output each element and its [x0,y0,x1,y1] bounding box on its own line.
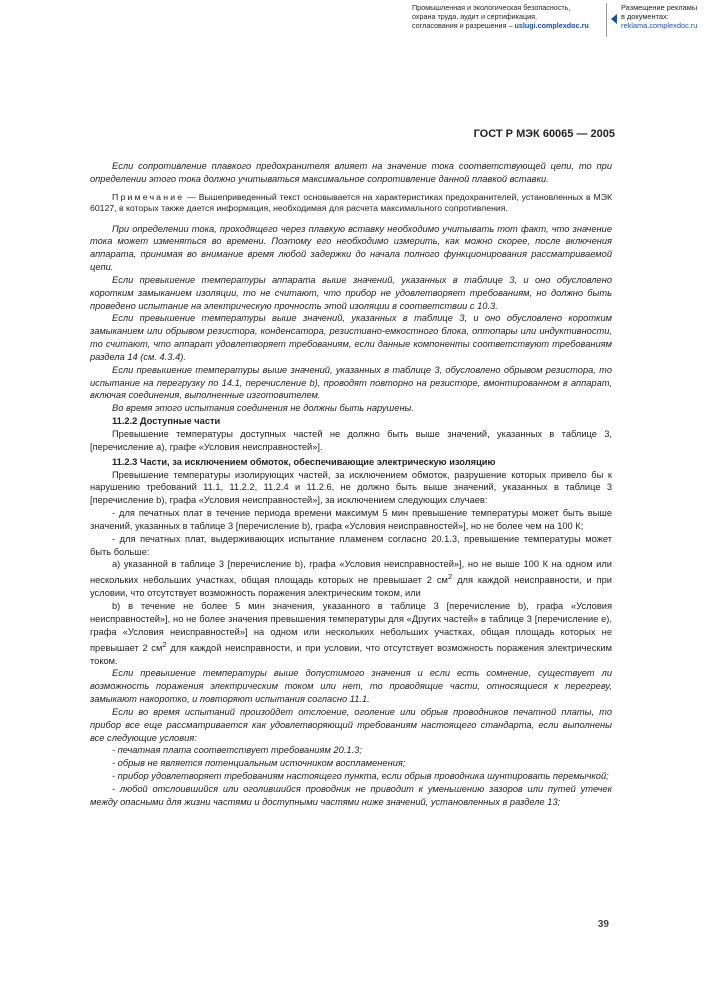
banner-services-link[interactable]: uslugi.complexdoc.ru [514,21,589,30]
paragraph: Если во время испытаний произойдет отслоение, оголение или обрыв проводников печатной платы, то прибор все еще рассматривается как удовлетворяющий требованиям настоящего стандарта, если выполнены все следующие условия: [90,706,612,743]
note-text: — Вышеприведенный текст основывается на характеристиках предохранителей, установленных в МЭК 60127, в которых также дается информация, необходимая для расчета максимального сопротивления. [90,191,612,214]
paragraph: Во время этого испытания соединения не должны быть нарушены. [112,403,414,414]
banner-ads[interactable] [621,3,711,30]
list-item-text: а) указанной в таблице 3 [перечисление b), графа «Условия неисправностей»], но не выше 100 К на одном или нескольких небольших участках, общая площадь которых не превышает 2 см [90,559,612,586]
paragraph: При определении тока, проходящего через плавкую вставку необходимо учитывать тот факт, что значение тока может изменяться во времени. Поэтому его необходимо измерить, как можно скорее, после включения аппарата, принимая во внимание время любой задержки до начала полного функционирования рассматриваемой цепи. [90,223,612,273]
paragraph: Превышение температуры изолирующих частей, за исключением обмоток, разрушение которых привело бы к нарушению требований 11.1, 11.2.2, 11.2.4 и 11.2.6, не должно быть выше значений, указанных в таблице 3 [перечисление b), графа «Условия неисправностей»], за исключением следующих случаев: [90,469,612,506]
top-banner [0,3,711,45]
banner-services-line: согласования и разрешения – [412,21,515,30]
list-item [90,558,612,600]
banner-ads-line: в документах: [621,12,669,21]
document-body [90,160,612,809]
section-heading: 11.2.3 Части, за исключением обмоток, обеспечивающие электрическую изоляцию [112,456,496,467]
paragraph: Если превышение температуры выше значений, указанных в таблице 3, обусловлено обрывом резистора, то испытание на перегрузку по 14.1, перечисление b), проводят повторно на резисторе, вмонтированном в аппарат, включая соединения, выполненные изготовителем. [90,364,612,401]
banner-services[interactable] [412,3,602,30]
page-number: 39 [597,919,609,930]
list-item: - обрыв не является потенциальным источником воспламенения; [112,758,406,769]
banner-ads-line: Размещение рекламы [621,3,698,12]
section-heading: 11.2.2 Доступные части [112,416,221,427]
paragraph: Если превышение температуры аппарата выше значений, указанных в таблице 3, и оно обусловлено коротким замыканием изоляции, то не считают, что прибор не удовлетворяет требованиям, но должно быть проведено испытание на электрическую прочность этой изоляции в соответствии с 10.3. [90,274,612,311]
list-item: - печатная плата соответствует требованиям 20.1.3; [112,745,362,756]
paragraph: Если превышение температуры выше значений, указанных в таблице 3, и оно обусловлено коротким замыканием или обрывом резистора, конденсатора, резистивно-емкостного блока, оптопары или индуктивности, то считают, что аппарат удовлетворяет требованиям, если данные компоненты соответствуют требованиям раздела 14 (см. 4.3.4). [90,313,612,362]
banner-services-line: охрана труда, аудит и сертификация, [412,12,537,21]
arrow-left-icon [611,14,617,24]
document-code: ГОСТ Р МЭК 60065 — 2005 [473,128,615,140]
list-item-text: для каждой неисправности, и при условии, что отсутствует возможность поражения электрическим током. [90,642,612,666]
list-item: - для печатных плат в течение периода времени максимум 5 мин превышение температуры может быть выше значений, указанных в таблице 3 [перечисление b), графа «Условия неисправностей»], но не более чем на 100 К; [90,508,612,531]
list-item-text: b) в течение не более 5 мин значения, указанного в таблице 3 [перечисление b), графа «Условия неисправностей»], но не более значения превышения температуры для «Других частей» в таблице 3 [перечисление е), графа «Условия неисправностей»] на одном или нескольких небольших участках, общая площадь которых не превышает 2 см [90,601,612,653]
banner-divider [606,3,607,37]
superscript: 2 [162,639,167,649]
list-item: - для печатных плат, выдерживающих испытание пламенем согласно 20.1.3, превышение температуры может быть больше: [90,533,612,557]
list-item [90,600,612,667]
paragraph: Если сопротивление плавкого предохранителя влияет на значение тока соответствующей цепи, то при определении этого тока должно учитываться максимальное сопротивление данной плавкой вставки. [90,161,612,184]
superscript: 2 [447,572,453,582]
banner-ads-link[interactable]: reklama.complexdoc.ru [621,21,698,30]
list-item: - любой отслоившийся или оголившийся проводник не приводит к уменьшению зазоров или путей утечек между опасными для жизни частями и доступными частями ниже значений, установленных в разделе 13; [90,783,612,807]
note [90,192,612,215]
note-label: Примечание [112,191,185,202]
list-item: - прибор удовлетворяет требованиям настоящего пункта, если обрыв проводника шунтировать перемычкой; [112,771,609,782]
paragraph: Если превышение температуры выше допустимого значения и если есть сомнение, существует ли возможность поражения электрическим током или нет, то проводящие части, относящиеся к перегреву, замыкают накоротко, и повторяют испытания согласно 11.1. [90,668,612,705]
list-item-text: для каждой неисправности, и при условии, что отсутствует возможность поражения электрическим током, или [90,575,612,599]
paragraph: Превышение температуры доступных частей не должно быть выше значений, указанных в таблице 3, [перечисление а), графе «Условия неисправностей»]. [90,429,612,452]
banner-services-line: Промышленная и экологическая безопасность, [412,3,571,12]
